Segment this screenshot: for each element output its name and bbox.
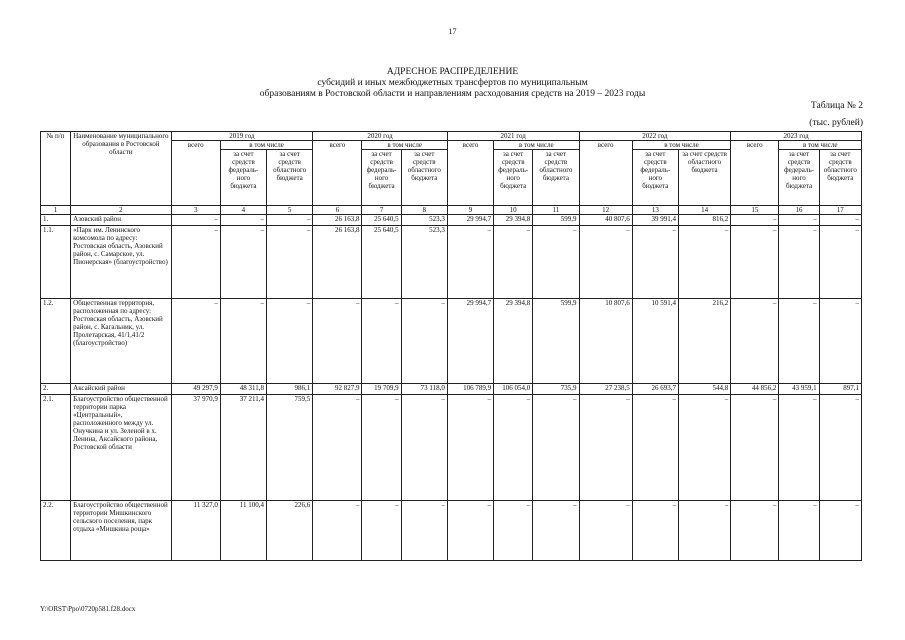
value-cell: – xyxy=(362,501,401,561)
row-number: 1.1. xyxy=(41,226,71,299)
units-label: (тыс. рублей) xyxy=(809,118,863,128)
header-reg: за счет средств областного бюджета xyxy=(401,150,447,206)
header-total: всего xyxy=(579,141,632,206)
row-number: 2.1. xyxy=(41,395,71,501)
value-cell: – xyxy=(267,215,313,226)
value-cell: 29 394,8 xyxy=(494,215,533,226)
municipality-name: Общественная территория, расположенная по адресу: Ростовская область, Азовский район, с. Кагальник, ул. Пролетарская, 41/1,41/2 (благоустройство) xyxy=(71,299,171,384)
value-cell: 92 827,9 xyxy=(313,384,362,395)
value-cell: – xyxy=(819,215,861,226)
value-cell: – xyxy=(731,501,779,561)
header-fed: за счет средств федераль-ного бюджета xyxy=(362,150,401,206)
value-cell: – xyxy=(533,395,579,501)
value-cell: – xyxy=(779,501,819,561)
value-cell: 735,9 xyxy=(533,384,579,395)
header-fed: за счет средств федераль-ного бюджета xyxy=(494,150,533,206)
header-incl: в том числе xyxy=(362,141,447,150)
value-cell: 523,3 xyxy=(401,226,447,299)
value-cell: 29 994,7 xyxy=(447,299,493,384)
value-cell: – xyxy=(313,299,362,384)
header-year: 2021 год xyxy=(447,132,579,141)
value-cell: – xyxy=(819,501,861,561)
value-cell: 10 807,6 xyxy=(579,299,632,384)
value-cell: 73 118,0 xyxy=(401,384,447,395)
value-cell: 49 297,9 xyxy=(171,384,220,395)
header-name: Наименование муниципального образования в Ростовской области xyxy=(71,132,171,206)
municipality-name: Аксайский район xyxy=(71,384,171,395)
value-cell: 226,6 xyxy=(267,501,313,561)
column-number-cell: 14 xyxy=(678,206,730,215)
value-cell: – xyxy=(731,395,779,501)
column-number-cell: 15 xyxy=(731,206,779,215)
value-cell: – xyxy=(267,299,313,384)
value-cell: 48 311,8 xyxy=(220,384,266,395)
header-total: всего xyxy=(731,141,779,206)
value-cell: 599,9 xyxy=(533,215,579,226)
municipality-name: Благоустройство общественной территории Мишкинского сельского поселения, парк отдыха «Мишкина роща» xyxy=(71,501,171,561)
value-cell: 523,3 xyxy=(401,215,447,226)
column-number-cell: 11 xyxy=(533,206,579,215)
row-number: 1. xyxy=(41,215,71,226)
header-incl: в том числе xyxy=(220,141,312,150)
header-incl: в том числе xyxy=(494,141,579,150)
table-row xyxy=(41,215,862,226)
value-cell: – xyxy=(779,215,819,226)
column-number-cell: 5 xyxy=(267,206,313,215)
value-cell: 25 640,5 xyxy=(362,215,401,226)
page-number: 17 xyxy=(448,27,457,36)
value-cell: – xyxy=(401,501,447,561)
value-cell: – xyxy=(678,501,730,561)
value-cell: 43 959,1 xyxy=(779,384,819,395)
municipality-name: «Парк им. Ленинского комсомола по адресу: Ростовская область, Азовский район, с. Самарское, ул. Пионерская» (благоустройство) xyxy=(71,226,171,299)
table-label: Таблица № 2 xyxy=(810,101,863,111)
value-cell: – xyxy=(171,215,220,226)
column-number-cell: 1 xyxy=(41,206,71,215)
table-row xyxy=(41,226,862,299)
value-cell: – xyxy=(220,215,266,226)
column-number-cell: 7 xyxy=(362,206,401,215)
column-number-cell: 13 xyxy=(632,206,678,215)
value-cell: 599,9 xyxy=(533,299,579,384)
header-incl: в том числе xyxy=(779,141,862,150)
value-cell: – xyxy=(819,395,861,501)
header-fed: за счет средств федераль-ного бюджета xyxy=(779,150,819,206)
value-cell: 19 709,9 xyxy=(362,384,401,395)
value-cell: – xyxy=(678,395,730,501)
value-cell: 11 100,4 xyxy=(220,501,266,561)
value-cell: – xyxy=(579,395,632,501)
value-cell: – xyxy=(313,395,362,501)
header-total: всего xyxy=(447,141,493,206)
value-cell: – xyxy=(362,299,401,384)
value-cell: – xyxy=(579,501,632,561)
value-cell: 897,1 xyxy=(819,384,861,395)
column-number-cell: 17 xyxy=(819,206,861,215)
value-cell: 26 163,8 xyxy=(313,215,362,226)
header-no: № п/п xyxy=(41,132,71,206)
value-cell: 759,5 xyxy=(267,395,313,501)
value-cell: 26 693,7 xyxy=(632,384,678,395)
value-cell: – xyxy=(632,226,678,299)
municipality-name: Азовский район xyxy=(71,215,171,226)
title-line-2: субсидий и иных межбюджетных трансфертов по муниципальным xyxy=(317,78,588,88)
header-total: всего xyxy=(313,141,362,206)
value-cell: 39 991,4 xyxy=(632,215,678,226)
header-fed: за счет средств федераль-ного бюджета xyxy=(220,150,266,206)
value-cell: 106 054,0 xyxy=(494,384,533,395)
value-cell: – xyxy=(447,501,493,561)
value-cell: – xyxy=(731,226,779,299)
column-number-cell: 6 xyxy=(313,206,362,215)
column-number-cell: 2 xyxy=(71,206,171,215)
column-number-cell: 10 xyxy=(494,206,533,215)
value-cell: 25 640,5 xyxy=(362,226,401,299)
row-number: 2. xyxy=(41,384,71,395)
value-cell: – xyxy=(779,226,819,299)
column-number-cell: 3 xyxy=(171,206,220,215)
value-cell: – xyxy=(494,226,533,299)
header-reg: за счет средств областного бюджета xyxy=(533,150,579,206)
value-cell: – xyxy=(362,395,401,501)
municipality-name: Благоустройство общественной территории парка «Центральный», расположенного между ул. Онучкина и ул. Зеленой в х. Ленина, Аксайского района, Ростовской области xyxy=(71,395,171,501)
value-cell: 44 856,2 xyxy=(731,384,779,395)
value-cell: – xyxy=(447,395,493,501)
value-cell: – xyxy=(731,215,779,226)
table-row xyxy=(41,299,862,384)
value-cell: 986,1 xyxy=(267,384,313,395)
value-cell: – xyxy=(313,501,362,561)
value-cell: 216,2 xyxy=(678,299,730,384)
header-reg: за счет средств областного бюджета xyxy=(819,150,861,206)
value-cell: 26 163,8 xyxy=(313,226,362,299)
value-cell: – xyxy=(533,226,579,299)
value-cell: 37 211,4 xyxy=(220,395,266,501)
column-number-cell: 16 xyxy=(779,206,819,215)
value-cell: – xyxy=(220,226,266,299)
header-reg: за счет средств областного бюджета xyxy=(678,150,730,206)
value-cell: – xyxy=(579,226,632,299)
value-cell: 37 970,9 xyxy=(171,395,220,501)
header-row-years xyxy=(41,132,862,141)
column-number-cell: 9 xyxy=(447,206,493,215)
value-cell: – xyxy=(267,226,313,299)
header-fed: за счет средств федераль-ного бюджета xyxy=(632,150,678,206)
value-cell: – xyxy=(678,226,730,299)
value-cell: – xyxy=(819,299,861,384)
value-cell: 816,2 xyxy=(678,215,730,226)
value-cell: – xyxy=(533,501,579,561)
distribution-table xyxy=(40,131,862,561)
value-cell: – xyxy=(401,395,447,501)
value-cell: – xyxy=(171,299,220,384)
header-year: 2023 год xyxy=(731,132,862,141)
document-title xyxy=(0,67,905,100)
column-number-row xyxy=(41,206,862,215)
header-total: всего xyxy=(171,141,220,206)
value-cell: – xyxy=(731,299,779,384)
table-row xyxy=(41,501,862,561)
column-number-cell: 12 xyxy=(579,206,632,215)
header-year: 2022 год xyxy=(579,132,731,141)
value-cell: 10 591,4 xyxy=(632,299,678,384)
value-cell: – xyxy=(171,226,220,299)
value-cell: – xyxy=(632,501,678,561)
column-number-cell: 8 xyxy=(401,206,447,215)
value-cell: 29 994,7 xyxy=(447,215,493,226)
header-year: 2020 год xyxy=(313,132,448,141)
value-cell: 106 789,9 xyxy=(447,384,493,395)
value-cell: 29 394,8 xyxy=(494,299,533,384)
value-cell: 40 807,6 xyxy=(579,215,632,226)
table-row xyxy=(41,384,862,395)
header-reg: за счет средств областного бюджета xyxy=(267,150,313,206)
value-cell: – xyxy=(819,226,861,299)
value-cell: – xyxy=(779,395,819,501)
column-number-cell: 4 xyxy=(220,206,266,215)
file-path-footer: Y:\ORST\Ppo\0720p581.f28.docx xyxy=(40,605,136,613)
value-cell: 11 327,0 xyxy=(171,501,220,561)
value-cell: – xyxy=(401,299,447,384)
value-cell: – xyxy=(494,395,533,501)
header-year: 2019 год xyxy=(171,132,313,141)
value-cell: – xyxy=(447,226,493,299)
table-row xyxy=(41,395,862,501)
value-cell: – xyxy=(220,299,266,384)
row-number: 2.2. xyxy=(41,501,71,561)
row-number: 1.2. xyxy=(41,299,71,384)
value-cell: – xyxy=(779,299,819,384)
title-line-1: АДРЕСНОЕ РАСПРЕДЕЛЕНИЕ xyxy=(386,67,519,77)
value-cell: 27 238,5 xyxy=(579,384,632,395)
value-cell: – xyxy=(632,395,678,501)
value-cell: 544,8 xyxy=(678,384,730,395)
header-incl: в том числе xyxy=(632,141,730,150)
value-cell: – xyxy=(494,501,533,561)
title-line-3: образованиям в Ростовской области и направлениям расходования средств на 2019 – 2023 годы xyxy=(259,89,646,99)
